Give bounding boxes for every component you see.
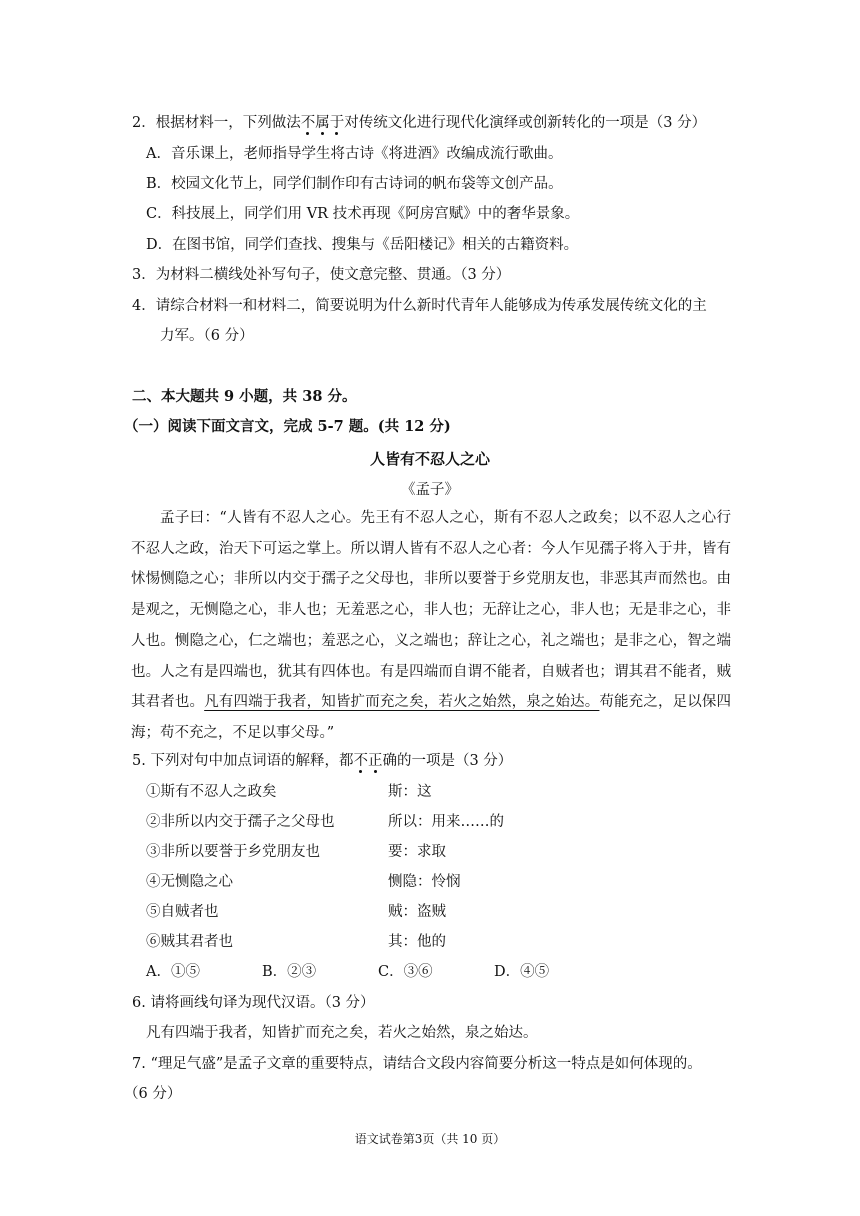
- question-3: 3．为材料二横线处补写句子，使文意完整、贯通。（3 分）: [132, 267, 511, 283]
- q5-choice-b: B．②③: [262, 964, 317, 980]
- q5-item-right: 斯：这: [388, 784, 432, 800]
- q5-stem-pre: 5. 下列对句中加点词语的解释，都: [132, 753, 354, 769]
- passage-part-1: 孟子曰：“人皆有不忍人之心。先王有不忍人之心，斯有不忍人之政矣；以不忍人之心行不忍人之政，治天下可运之掌上。所以谓人皆有不忍人之心者：今人乍见孺子将入于井，皆有怵惕恻隐之心；非所以内交于孺子之父母也，非所以要誉于乡党朋友也，非恶其声而然也。由是观之，无恻隐之心，非人也；无羞恶之心，非人也；无辞让之心，非人也；无是非之心，非人也。恻隐之心，仁之端也；羞恶之心，义之端也；辞让之心，礼之端也；是非之心，智之端也。人之有是四端也，犹其有四体也。有是四端而自谓不能者，自贼者也；谓其君不能者，贼其君者也。: [131, 510, 731, 711]
- text-title: 人皆有不忍人之心: [369, 450, 490, 468]
- q2-option-d: D．在图书馆，同学们查找、搜集与《岳阳楼记》相关的古籍资料。: [146, 237, 579, 253]
- q5-item-left: ⑥贼其君者也: [146, 934, 233, 950]
- q5-item-left: ②非所以内交于孺子之父母也: [146, 814, 335, 830]
- subsection-1-heading: （一）阅读下面文言文，完成 5-7 题。(共 12 分): [124, 418, 451, 435]
- section-2-heading: 二、本大题共 9 小题，共 38 分。: [132, 388, 357, 405]
- passage-underlined-sentence: 凡有四端于我者，知皆扩而充之矣，若火之始然，泉之始达。: [204, 694, 600, 711]
- q2-stem-post: 对传统文化进行现代化演绎或创新转化的一项是（3 分）: [344, 115, 707, 131]
- question-2-stem: [132, 113, 706, 133]
- q5-emphasis-char: 不: [353, 753, 368, 769]
- q5-stem-post: 确的一项是（3 分）: [382, 753, 513, 769]
- q5-item-right: 要：求取: [388, 844, 446, 860]
- passage-part-2: 苟能充之，足以保四海；苟不充之，不足以事父母。”: [131, 694, 732, 741]
- question-7-line1: 7. “理足气盛”是孟子文章的重要特点，请结合文段内容简要分析这一特点是如何体现的。: [132, 1056, 702, 1072]
- q5-choice-c: C．③⑥: [378, 964, 433, 980]
- page-footer: 语文试卷第3页（共 10 页）: [354, 1132, 506, 1146]
- question-7-line2: （6 分）: [124, 1086, 182, 1102]
- q5-item-left: ⑤自贼者也: [146, 904, 219, 920]
- q2-emphasis-char: 不: [300, 115, 316, 131]
- q5-emphasis-char: 正: [367, 753, 383, 769]
- q5-choice-a: A．①⑤: [146, 964, 200, 980]
- q5-item-left: ①斯有不忍人之政矣: [146, 784, 277, 800]
- question-4-line1: 4．请综合材料一和材料二，简要说明为什么新时代青年人能够成为传承发展传统文化的主: [132, 298, 707, 314]
- q5-choice-d: D．④⑤: [494, 964, 550, 980]
- q5-item-right: 贼：盗贼: [388, 904, 446, 920]
- q5-item-right: 恻隐：怜悯: [388, 874, 461, 890]
- q5-item-right: 所以：用来……的: [388, 814, 504, 830]
- question-6-stem: 6. 请将画线句译为现代汉语。（3 分）: [132, 995, 375, 1011]
- q2-stem-pre: 2．根据材料一，下列做法: [132, 115, 301, 131]
- q5-item-left: ④无恻隐之心: [146, 874, 233, 890]
- question-4-line2: 力军。（6 分）: [160, 328, 254, 344]
- q2-option-a: A．音乐课上，老师指导学生将古诗《将进酒》改编成流行歌曲。: [146, 146, 563, 162]
- q2-option-b: B．校园文化节上，同学们制作印有古诗词的帆布袋等文创产品。: [146, 176, 563, 192]
- question-5-stem: [132, 751, 512, 771]
- question-6-sentence: 凡有四端于我者，知皆扩而充之矣，若火之始然，泉之始达。: [146, 1025, 538, 1041]
- q5-item-right: 其：他的: [388, 934, 446, 950]
- q2-emphasis-char: 属: [315, 115, 330, 131]
- classical-passage: [131, 503, 731, 749]
- q2-option-c: C．科技展上，同学们用 VR 技术再现《阿房宫赋》中的奢华景象。: [146, 206, 580, 222]
- q2-emphasis-char: 于: [329, 115, 345, 131]
- text-author: 《孟子》: [401, 482, 459, 498]
- q5-item-left: ③非所以要誉于乡党朋友也: [146, 844, 320, 860]
